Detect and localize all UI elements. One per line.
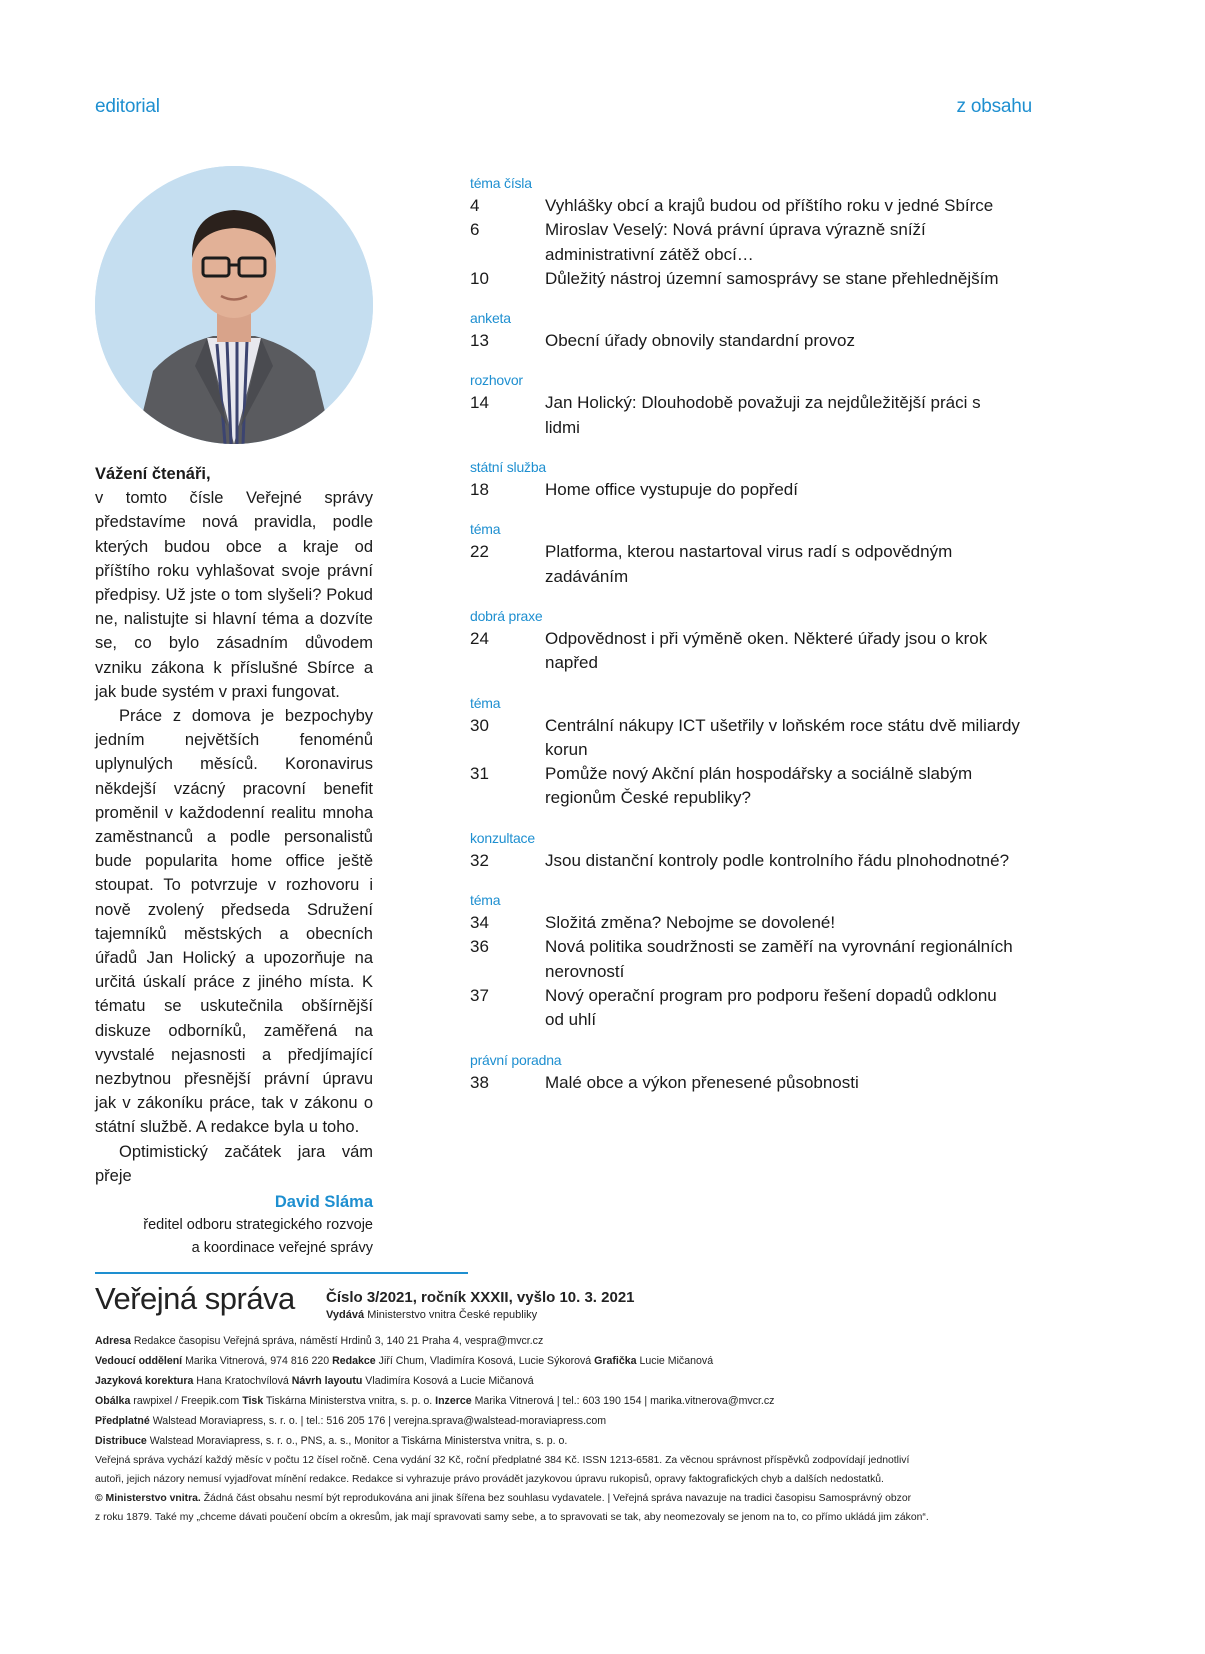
article-title: Vyhlášky obcí a krajů budou od příštího roku v jedné Sbírce bbox=[545, 196, 994, 215]
article-title: Home office vystupuje do popředí bbox=[545, 480, 798, 500]
article-title: Odpovědnost i při výměně oken. Některé úřady jsou o krok napřed bbox=[545, 628, 988, 673]
contents-section bbox=[470, 831, 1030, 873]
section-label: téma bbox=[470, 521, 501, 538]
article-title: Nový operační program pro podporu řešení dopadů odklonu od uhlí bbox=[545, 985, 997, 1030]
contents-entry bbox=[470, 478, 1030, 502]
imprint-text: Tiskárna Ministerstva vnitra, s. p. o. bbox=[263, 1395, 436, 1407]
editorial-paragraph: Práce z domova je bezpochyby jedním největších fenoménů uplynulých měsíců. Koronavirus někdejší vzácný pracovní benefit proměnil v každodenní realitu mnoha zaměstnanců a podle personalistů bude popularita home office ještě stoupat. To potvrzuje v rozhovoru i nově zvolený předseda Sdružení tajemníků městských a obecních úřadů Jan Holický a upozorňuje na určitá úskalí práce z jiného místa. K tématu se uskutečnila obšírnější diskuze odborníků, zaměřená na vyvstalé nejasnosti a předjímající nezbytnou přesnější právní úpravu jak v zákoníku práce, tak v zákonu o státní službě. A redakce byla u toho. bbox=[95, 707, 373, 1137]
section-label: téma čísla bbox=[470, 175, 532, 191]
contents-section bbox=[470, 460, 1030, 502]
contents-entry bbox=[470, 540, 1030, 589]
section-label: konzultace bbox=[470, 829, 535, 846]
issue-info: Číslo 3/2021, ročník XXXII, vyšlo 10. 3. 2021 bbox=[326, 1289, 635, 1306]
contents-section bbox=[470, 522, 1030, 589]
masthead-rule bbox=[95, 1272, 468, 1274]
contents-entry bbox=[470, 762, 1030, 811]
contents-entry bbox=[470, 1071, 1030, 1095]
imprint-label: Tisk bbox=[242, 1395, 264, 1407]
publisher-info bbox=[326, 1309, 537, 1321]
article-title: Důležitý nástroj územní samosprávy se stane přehlednějším bbox=[545, 268, 999, 288]
article-title: Obecní úřady obnovily standardní provoz bbox=[545, 331, 855, 351]
page-number: 24 bbox=[470, 628, 489, 648]
contents-entry bbox=[470, 627, 1030, 676]
imprint-label: Jazyková korektura bbox=[95, 1375, 194, 1387]
contents-section bbox=[470, 609, 1030, 676]
imprint bbox=[95, 1331, 1025, 1527]
contents-entry bbox=[470, 911, 1030, 935]
editorial-greeting: Vážení čtenáři, bbox=[95, 465, 211, 483]
page-number: 14 bbox=[470, 393, 489, 413]
imprint-label: Inzerce bbox=[435, 1395, 472, 1407]
contents-section bbox=[470, 311, 1030, 353]
editorial-paragraph: Optimistický začátek jara vám přeje bbox=[95, 1142, 373, 1185]
publisher-name: Ministerstvo vnitra České republiky bbox=[367, 1309, 538, 1321]
article-title: Centrální nákupy ICT ušetřily v loňském roce státu dvě miliardy korun bbox=[545, 715, 1020, 759]
page-number: 10 bbox=[470, 268, 489, 288]
imprint-text: Walstead Moraviapress, s. r. o., PNS, a. s., Monitor a Tiskárna Ministerstva vnitra, s. p. o. bbox=[146, 1435, 568, 1447]
contents-entry bbox=[470, 935, 1030, 984]
article-title: Malé obce a výkon přenesené působnosti bbox=[545, 1072, 859, 1092]
imprint-text: Redakce časopisu Veřejná správa, náměstí Hrdinů 3, 140 21 Praha 4, vespra@mvcr.cz bbox=[130, 1335, 544, 1347]
contents-section bbox=[470, 176, 1030, 291]
imprint-label: Návrh layoutu bbox=[291, 1375, 363, 1387]
imprint-line bbox=[95, 1508, 1025, 1527]
page-number: 34 bbox=[470, 913, 489, 933]
imprint-label: Distribuce bbox=[95, 1435, 147, 1447]
imprint-label: Grafička bbox=[594, 1355, 637, 1367]
page-number: 32 bbox=[470, 850, 489, 870]
page-number: 18 bbox=[470, 480, 489, 500]
publisher-label: Vydává bbox=[326, 1309, 365, 1321]
contents-entry bbox=[470, 984, 1030, 1033]
imprint-label: Předplatné bbox=[95, 1415, 150, 1427]
contents-section bbox=[470, 1053, 1030, 1095]
article-title: Miroslav Veselý: Nová právní úprava výrazně sníží administrativní zátěž obcí… bbox=[545, 220, 926, 264]
page-number: 36 bbox=[470, 937, 489, 957]
contents-entry bbox=[470, 849, 1030, 873]
section-label: dobrá praxe bbox=[470, 607, 543, 624]
imprint-label: Adresa bbox=[95, 1335, 131, 1347]
signature-role: a koordinace veřejné správy bbox=[191, 1240, 373, 1257]
contents-entry bbox=[470, 391, 1030, 440]
imprint-text: Lucie Mičanová bbox=[636, 1355, 714, 1367]
section-label: rozhovor bbox=[470, 372, 523, 389]
imprint-text: autoři, jejich názory nemusí vyjadřovat mínění redakce. Redakce si vyhrazuje právo provádět jazykovou úpravu rukopisů, opravy faktografických chyb a dalších nedostatků. bbox=[95, 1474, 884, 1485]
page-number: 37 bbox=[470, 985, 489, 1005]
imprint-line bbox=[95, 1351, 1025, 1371]
imprint-label: © Ministerstvo vnitra. bbox=[95, 1493, 201, 1504]
imprint-line bbox=[95, 1431, 1025, 1451]
header-editorial: editorial bbox=[95, 96, 160, 117]
imprint-text: Vladimíra Kosová a Lucie Mičanová bbox=[362, 1375, 534, 1387]
contents-entry bbox=[470, 218, 1030, 267]
imprint-text: Jiří Chum, Vladimíra Kosová, Lucie Sýkorová bbox=[375, 1355, 595, 1367]
article-title: Nová politika soudržnosti se zaměří na vyrovnání regionálních nerovností bbox=[545, 937, 1013, 981]
article-title: Jan Holický: Dlouhodobě považuji za nejdůležitější práci s lidmi bbox=[545, 393, 981, 437]
imprint-text: Walstead Moraviapress, s. r. o. | tel.: 516 205 176 | verejna.sprava@walstead-moraviapress.com bbox=[149, 1415, 607, 1427]
author-portrait bbox=[95, 166, 373, 444]
imprint-line bbox=[95, 1489, 1025, 1508]
header-contents: z obsahu bbox=[956, 96, 1032, 117]
section-label: státní služba bbox=[470, 459, 546, 476]
section-label: téma bbox=[470, 892, 501, 909]
contents-section bbox=[470, 373, 1030, 440]
contents-entry bbox=[470, 267, 1030, 291]
imprint-line bbox=[95, 1331, 1025, 1351]
imprint-label: Obálka bbox=[95, 1395, 131, 1407]
article-title: Pomůže nový Akční plán hospodářsky a sociálně slabým regionům České republiky? bbox=[545, 764, 973, 808]
editorial-text bbox=[95, 462, 373, 1260]
imprint-text: Veřejná správa vychází každý měsíc v počtu 12 čísel ročně. Cena vydání 32 Kč, roční předplatné 384 Kč. ISSN 1213-6581. Za věcnou správnost příspěvků zodpovídají jednotliví bbox=[95, 1455, 910, 1466]
signature-role: ředitel odboru strategického rozvoje bbox=[143, 1217, 373, 1234]
imprint-text: z roku 1879. Také my „chceme dávati poučení obcím a okresům, jak mají spravovati samy sebe, a to spravovati se tak, aby neomezovaly se jenom na to, co přímo ukládá jim zákon“. bbox=[95, 1512, 929, 1523]
signature-name: David Sláma bbox=[274, 1193, 373, 1212]
table-of-contents bbox=[470, 176, 1030, 1115]
imprint-line bbox=[95, 1470, 1025, 1489]
imprint-text: Marika Vitnerová, 974 816 220 bbox=[182, 1355, 333, 1367]
imprint-label: Redakce bbox=[332, 1355, 376, 1367]
contents-section bbox=[470, 893, 1030, 1032]
page-number: 38 bbox=[470, 1072, 489, 1092]
contents-entry bbox=[470, 194, 1030, 218]
portrait-illustration bbox=[95, 166, 373, 444]
page-number: 31 bbox=[470, 764, 489, 784]
magazine-title: Veřejná správa bbox=[95, 1281, 295, 1316]
page-number: 6 bbox=[470, 220, 480, 240]
imprint-line bbox=[95, 1451, 1025, 1470]
contents-entry bbox=[470, 714, 1030, 763]
imprint-text: Marika Vitnerová | tel.: 603 190 154 | marika.vitnerova@mvcr.cz bbox=[471, 1395, 775, 1407]
editorial-paragraph: v tomto čísle Veřejné správy představíme nová pravidla, podle kterých budou obce a kraje od příštího roku vyhlašovat svoje právní předpisy. Už jste o tom slyšeli? Pokud ne, nalistujte si hlavní téma a dozvíte se, co bylo zásadním důvodem vzniku zákona k příslušné Sbírce a jak bude systém v praxi fungovat. bbox=[95, 489, 373, 701]
imprint-line bbox=[95, 1391, 1025, 1411]
section-label: anketa bbox=[470, 310, 511, 327]
imprint-text: Žádná část obsahu nesmí být reprodukována ani jinak šířena bez souhlasu vydavatele. | Veřejná správa navazuje na tradici časopisu Samosprávný obzor bbox=[200, 1493, 912, 1504]
contents-section bbox=[470, 696, 1030, 811]
article-title: Jsou distanční kontroly podle kontrolního řádu plnohodnotné? bbox=[545, 850, 1010, 870]
page-number: 30 bbox=[470, 715, 489, 735]
section-label: téma bbox=[470, 694, 501, 711]
section-label: právní poradna bbox=[470, 1051, 562, 1068]
imprint-line bbox=[95, 1371, 1025, 1391]
article-title: Složitá změna? Nebojme se dovolené! bbox=[545, 913, 836, 933]
page-number: 13 bbox=[470, 331, 489, 351]
imprint-label: Vedoucí oddělení bbox=[95, 1355, 183, 1367]
contents-entry bbox=[470, 329, 1030, 353]
imprint-text: rawpixel / Freepik.com bbox=[130, 1395, 243, 1407]
imprint-line bbox=[95, 1411, 1025, 1431]
article-title: Platforma, kterou nastartoval virus radí s odpovědným zadáváním bbox=[545, 542, 953, 586]
imprint-text: Hana Kratochvílová bbox=[193, 1375, 292, 1387]
page-number: 22 bbox=[470, 542, 489, 562]
page-number: 4 bbox=[470, 196, 480, 215]
